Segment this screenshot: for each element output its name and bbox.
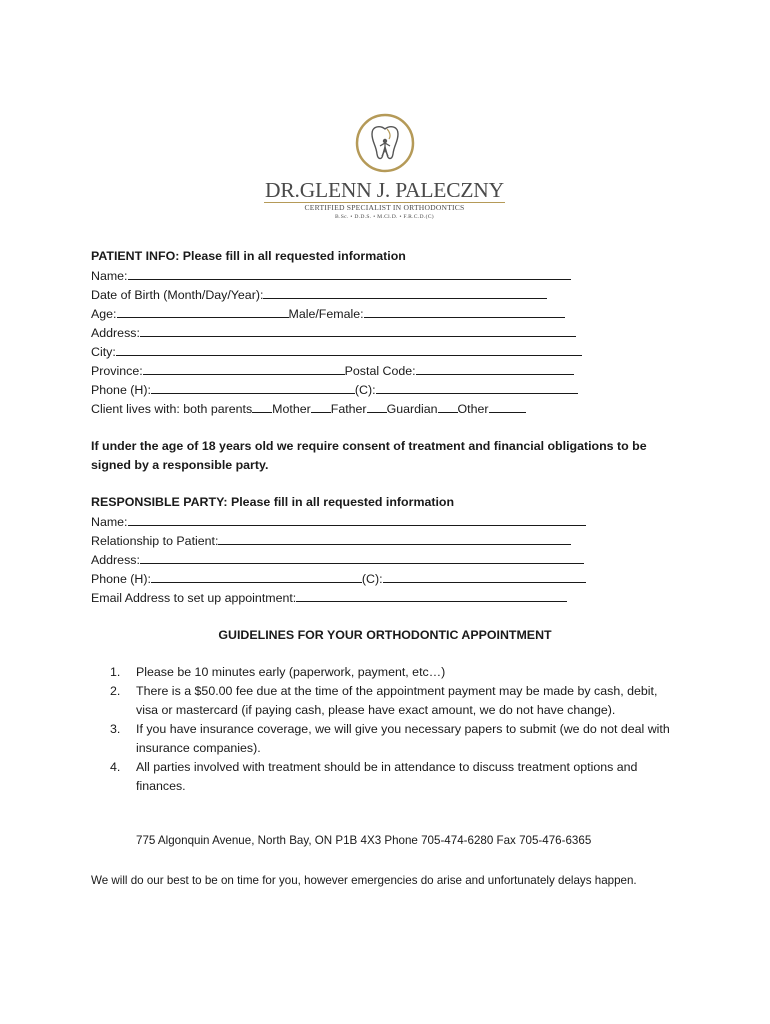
list-item-number: 2.: [110, 684, 121, 698]
responsible-name-label: Name:: [91, 515, 128, 529]
patient-province-label: Province:: [91, 364, 143, 378]
patient-age-row: [91, 304, 565, 323]
list-item-number: 1.: [110, 665, 121, 679]
responsible-party-heading: RESPONSIBLE PARTY: Please fill in all requested information: [91, 495, 455, 509]
responsible-phone-c-label: (C):: [361, 572, 383, 586]
logo-subtitle: CERTIFIED SPECIALIST IN ORTHODONTICS: [304, 203, 465, 212]
responsible-email-row: [91, 588, 567, 607]
responsible-phone-h-label: Phone (H):: [91, 572, 151, 586]
tooth-emblem-icon: [354, 112, 416, 174]
patient-phone-c-field[interactable]: [376, 380, 578, 394]
responsible-address-row: [91, 550, 584, 569]
list-item-number: 3.: [110, 722, 121, 736]
patient-name-label: Name:: [91, 269, 128, 283]
patient-address-row: [91, 323, 576, 342]
responsible-relationship-row: [91, 531, 571, 550]
list-item: [110, 758, 680, 796]
list-item-text: All parties involved with treatment should be in attendance to discuss treatment options and finances.: [136, 760, 638, 793]
guardian-checkbox[interactable]: [438, 399, 458, 413]
patient-dob-label: Date of Birth (Month/Day/Year):: [91, 288, 264, 302]
other-field[interactable]: [489, 399, 526, 413]
responsible-address-label: Address:: [91, 553, 140, 567]
responsible-phone-row: [91, 569, 586, 588]
email-label: Email Address to set up appointment:: [91, 591, 297, 605]
patient-info-heading: PATIENT INFO: Please fill in all requested information: [91, 249, 406, 263]
patient-name-field[interactable]: [128, 266, 571, 280]
patient-name-row: [91, 266, 571, 285]
clinic-logo: [262, 112, 507, 224]
patient-phone-h-label: Phone (H):: [91, 383, 151, 397]
relationship-field[interactable]: [218, 531, 571, 545]
list-item-text: There is a $50.00 fee due at the time of the appointment payment may be made by cash, debit, visa or mastercard (if paying cash, please have exact amount, we do not have change).: [136, 684, 658, 717]
email-field[interactable]: [296, 588, 567, 602]
responsible-name-row: [91, 512, 586, 531]
patient-province-row: [91, 361, 574, 380]
patient-age-label: Age:: [91, 307, 117, 321]
responsible-address-field[interactable]: [140, 550, 584, 564]
patient-phone-c-label: (C):: [354, 383, 376, 397]
responsible-phone-c-field[interactable]: [383, 569, 586, 583]
responsible-name-field[interactable]: [128, 512, 586, 526]
patient-city-row: [91, 342, 582, 361]
closing-note: We will do our best to be on time for you, however emergencies do arise and unfortunately delays happen.: [91, 874, 637, 887]
guidelines-list: [110, 663, 680, 796]
other-label: Other: [457, 402, 489, 416]
patient-city-label: City:: [91, 345, 116, 359]
relationship-label: Relationship to Patient:: [91, 534, 219, 548]
patient-address-field[interactable]: [140, 323, 576, 337]
list-item-number: 4.: [110, 760, 121, 774]
patient-age-field[interactable]: [117, 304, 289, 318]
list-item-text: Please be 10 minutes early (paperwork, payment, etc…): [136, 665, 446, 679]
patient-dob-row: [91, 285, 547, 304]
patient-province-field[interactable]: [143, 361, 345, 375]
patient-gender-label: Male/Female:: [288, 307, 364, 321]
list-item: [110, 720, 680, 758]
both-parents-checkbox[interactable]: [252, 399, 272, 413]
patient-lives-with-row: [91, 399, 526, 418]
logo-title: DR.GLENN J. PALECZNY: [265, 178, 504, 202]
patient-phone-row: [91, 380, 578, 399]
list-item: [110, 682, 680, 720]
father-checkbox[interactable]: [367, 399, 387, 413]
responsible-phone-h-field[interactable]: [151, 569, 362, 583]
patient-phone-h-field[interactable]: [151, 380, 355, 394]
consent-notice: If under the age of 18 years old we require consent of treatment and financial obligations to be signed by a responsible party.: [91, 439, 647, 472]
patient-postal-label: Postal Code:: [344, 364, 416, 378]
list-item: [110, 663, 680, 682]
father-label: Father: [330, 402, 367, 416]
logo-credentials: B.Sc. • D.D.S. • M.Cl.D. • F.R.C.D.(C): [335, 214, 434, 220]
patient-dob-field[interactable]: [263, 285, 547, 299]
mother-checkbox[interactable]: [311, 399, 331, 413]
patient-address-label: Address:: [91, 326, 140, 340]
list-item-text: If you have insurance coverage, we will give you necessary papers to submit (we do not deal with insurance companies).: [136, 722, 670, 755]
guardian-label: Guardian: [386, 402, 438, 416]
patient-postal-field[interactable]: [416, 361, 574, 375]
guidelines-heading: GUIDELINES FOR YOUR ORTHODONTIC APPOINTMENT: [218, 628, 552, 642]
lives-with-label: Client lives with: both parents: [91, 402, 253, 416]
contact-line: 775 Algonquin Avenue, North Bay, ON P1B 4X3 Phone 705-474-6280 Fax 705-476-6365: [136, 834, 592, 847]
patient-city-field[interactable]: [116, 342, 582, 356]
mother-label: Mother: [272, 402, 311, 416]
patient-gender-field[interactable]: [364, 304, 565, 318]
